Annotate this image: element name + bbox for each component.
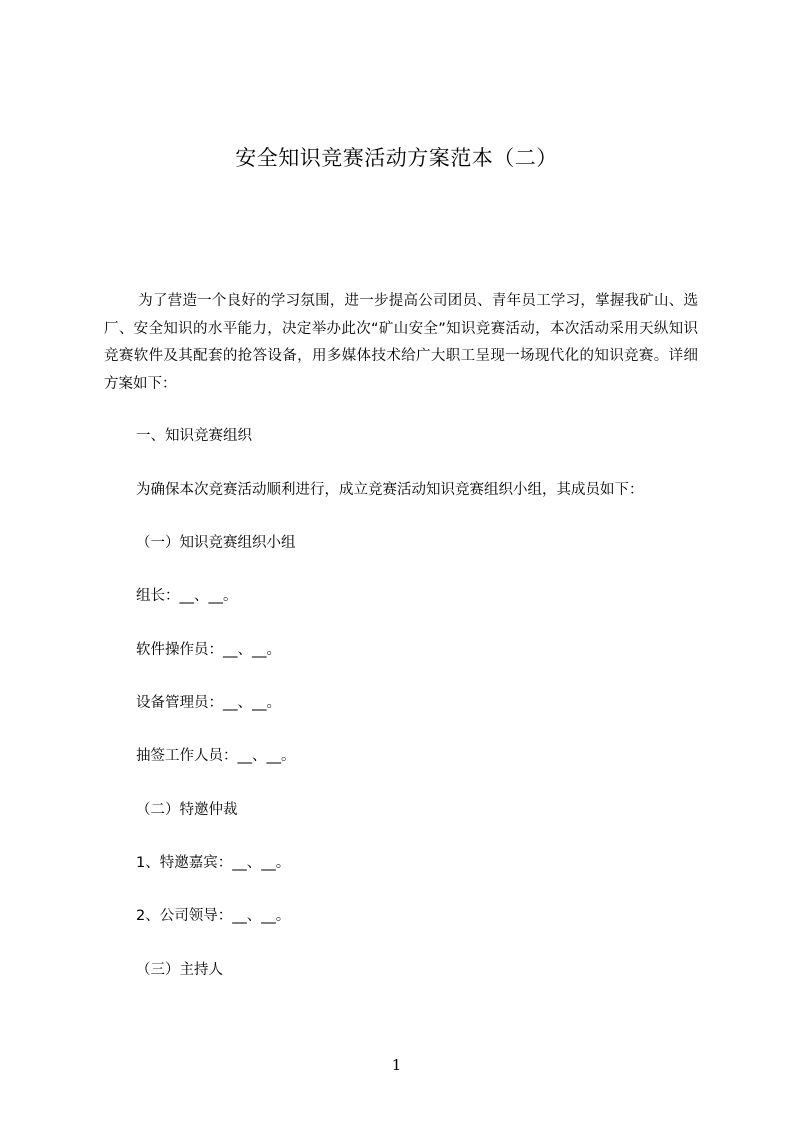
document-title: 安全知识竞赛活动方案范本（二） xyxy=(235,146,558,170)
page-number: 1 xyxy=(391,1056,402,1074)
organization-description: 为确保本次竞赛活动顺利进行，成立竞赛活动知识竞赛组织小组，其成员如下： xyxy=(136,482,644,498)
subsection-heading-arbitration: （二）特邀仲裁 xyxy=(136,802,238,818)
subsection-heading-group: （一）知识竞赛组织小组 xyxy=(136,535,296,551)
software-operator-line: 软件操作员：__、__。 xyxy=(136,642,281,658)
special-guest-line: 1、特邀嘉宾：__、__。 xyxy=(136,855,291,871)
subsection-heading-host: （三）主持人 xyxy=(136,962,223,978)
intro-paragraph xyxy=(104,288,698,398)
intro-text: 为了营造一个良好的学习氛围，进一步提高公司团员、青年员工学习，掌握我矿山、选厂、安全知识的水平能力，决定举办此次“矿山安全”知识竞赛活动，本次活动采用天纵知识竞赛软件及其配套的抢答设备，用多媒体技术给广大职工呈现一场现代化的知识竞赛。详细方案如下： xyxy=(104,293,698,392)
section-heading-organization: 一、知识竞赛组织 xyxy=(136,428,252,444)
lottery-staff-line: 抽签工作人员：__、__。 xyxy=(136,748,296,764)
group-leader-line: 组长：__、__。 xyxy=(136,588,238,604)
company-leader-line: 2、公司领导：__、__。 xyxy=(136,908,291,924)
equipment-manager-line: 设备管理员：__、__。 xyxy=(136,695,281,711)
